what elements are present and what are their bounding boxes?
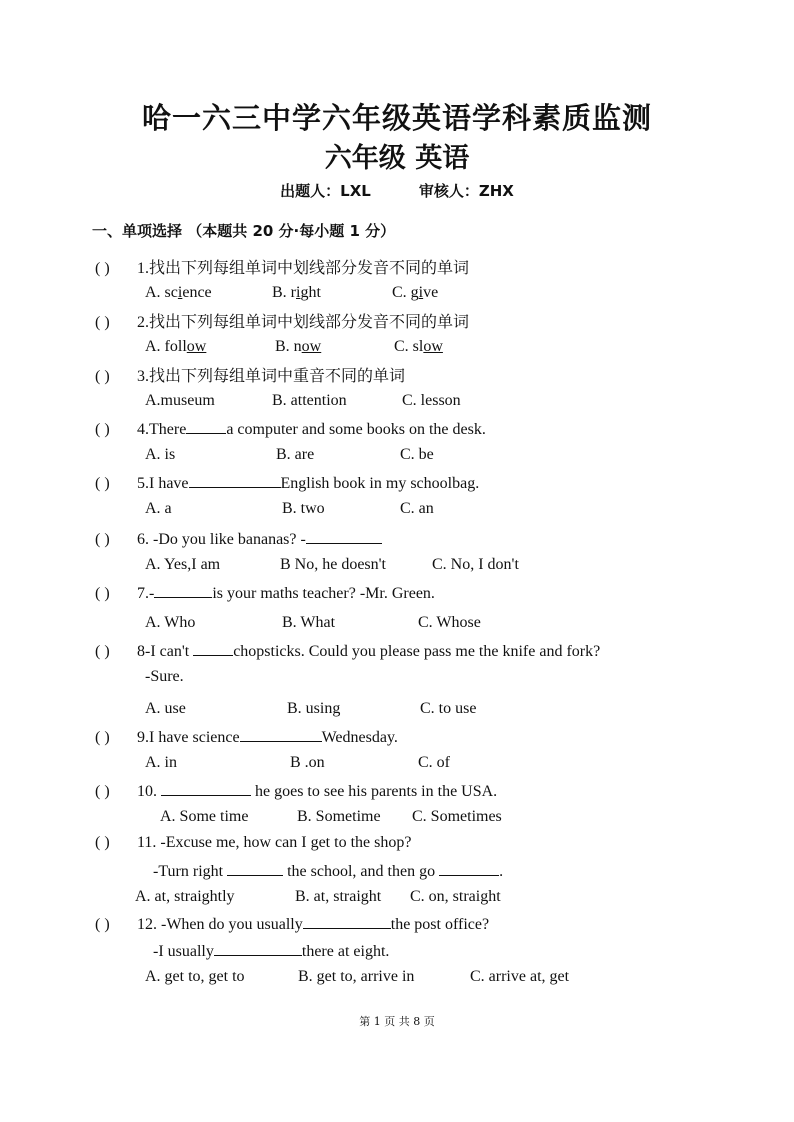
q5-option-c: C. an — [400, 500, 434, 517]
reviewer: 审核人：ZHX — [418, 182, 514, 200]
exam-subtitle: 六年级 英语 — [324, 143, 470, 174]
question-6: ( ) 6. -Do you like bananas? - — [95, 529, 382, 549]
question-11: ( ) 11. -Excuse me, how can I get to the shop? — [95, 834, 412, 851]
question-9: ( ) 9.I have science Wednesday. — [95, 729, 398, 746]
q12-line-2: -I usually there at eight. — [153, 943, 390, 960]
q1-option-a: A. science — [145, 284, 212, 301]
answer-paren[interactable]: ( ) — [95, 643, 110, 660]
q7-option-c: C. Whose — [418, 614, 481, 631]
q4-option-c: C. be — [400, 446, 434, 463]
answer-paren[interactable]: ( ) — [95, 475, 110, 492]
q3-option-c: C. lesson — [402, 392, 461, 409]
question-12: ( ) 12. -When do you usually the post office? — [95, 916, 490, 933]
answer-paren[interactable]: ( ) — [95, 421, 110, 438]
answer-blank[interactable] — [214, 941, 302, 956]
question-8: ( ) 8-I can't chopsticks. Could you please pass me the knife and fork? — [95, 643, 601, 660]
q5-option-a: A. a — [145, 500, 172, 517]
exam-title: 哈一六三中学六年级英语学科素质监测 — [141, 101, 652, 135]
exam-credits — [0, 180, 794, 201]
q2-option-c: C. slow — [394, 338, 443, 355]
answer-paren[interactable]: ( ) — [95, 783, 110, 800]
q11-option-a: A. at, straightly — [135, 888, 235, 905]
q1-option-c: C. give — [392, 284, 439, 301]
q1-option-b: B. right — [272, 284, 321, 301]
section-heading: 一、单项选择 （本题共 20 分·每小题 1 分） — [92, 222, 396, 240]
answer-blank[interactable] — [186, 419, 226, 434]
q3-option-b: B. attention — [272, 392, 347, 409]
question-5: ( ) 5.I have English book in my schoolbag. — [95, 475, 480, 492]
question-2 — [95, 309, 469, 332]
q2-option-a: A. follow — [145, 338, 207, 355]
question-stem: 1.找出下列每组单词中划线部分发音不同的单词 — [137, 260, 470, 277]
answer-blank[interactable] — [306, 529, 382, 544]
q4-option-b: B. are — [276, 446, 315, 463]
q8-answer: -Sure. — [145, 668, 184, 685]
answer-paren[interactable]: ( ) — [95, 834, 110, 851]
q8-option-b: B. using — [287, 700, 341, 717]
answer-blank[interactable] — [227, 861, 283, 876]
answer-paren[interactable]: ( ) — [95, 260, 110, 277]
answer-paren[interactable]: ( ) — [95, 368, 110, 385]
q4-option-a: A. is — [145, 446, 176, 463]
answer-paren[interactable]: ( ) — [95, 531, 110, 548]
answer-blank[interactable] — [154, 583, 212, 598]
answer-blank[interactable] — [439, 861, 499, 876]
question-1 — [95, 255, 469, 278]
q8-option-c: C. to use — [420, 700, 477, 717]
q10-option-b: B. Sometime — [297, 808, 381, 825]
page-footer: 第 1 页 共 8 页 — [359, 1015, 435, 1028]
q10-option-a: A. Some time — [160, 808, 249, 825]
q9-option-a: A. in — [145, 754, 177, 771]
answer-paren[interactable]: ( ) — [95, 314, 110, 331]
answer-paren[interactable]: ( ) — [95, 916, 110, 933]
q12-option-c: C. arrive at, get — [470, 968, 570, 985]
question-stem: 2.找出下列每组单词中划线部分发音不同的单词 — [137, 314, 470, 331]
q2-option-b: B. now — [275, 338, 322, 355]
q7-option-b: B. What — [282, 614, 336, 631]
answer-blank[interactable] — [240, 727, 322, 742]
q3-option-a: A.museum — [145, 392, 215, 409]
question-10: ( ) 10. he goes to see his parents in the USA. — [95, 783, 498, 800]
question-4: ( ) 4.There a computer and some books on the desk. — [95, 421, 486, 438]
q8-option-a: A. use — [145, 700, 186, 717]
question-stem: 3.找出下列每组单词中重音不同的单词 — [137, 368, 406, 385]
answer-paren[interactable]: ( ) — [95, 729, 110, 746]
answer-blank[interactable] — [161, 781, 251, 796]
answer-blank[interactable] — [189, 473, 281, 488]
q10-option-c: C. Sometimes — [412, 808, 502, 825]
answer-paren[interactable]: ( ) — [95, 585, 110, 602]
answer-blank[interactable] — [193, 641, 233, 656]
question-3 — [95, 363, 405, 386]
q12-option-b: B. get to, arrive in — [298, 968, 415, 985]
q9-option-b: B .on — [290, 754, 325, 771]
q6-option-b: B No, he doesn't — [280, 556, 386, 573]
q12-option-a: A. get to, get to — [145, 968, 245, 985]
q5-option-b: B. two — [282, 500, 325, 517]
q6-option-a: A. Yes,I am — [145, 556, 221, 573]
q9-option-c: C. of — [418, 754, 450, 771]
q6-option-c: C. No, I don't — [432, 556, 519, 573]
answer-blank[interactable] — [303, 914, 391, 929]
q11-option-b: B. at, straight — [295, 888, 382, 905]
q7-option-a: A. Who — [145, 614, 196, 631]
question-7: ( ) 7.- is your maths teacher? -Mr. Green. — [95, 585, 435, 602]
q11-option-c: C. on, straight — [410, 888, 501, 905]
q11-line-2: -Turn right the school, and then go . — [153, 863, 504, 880]
author: 出题人：LXL — [280, 182, 371, 200]
